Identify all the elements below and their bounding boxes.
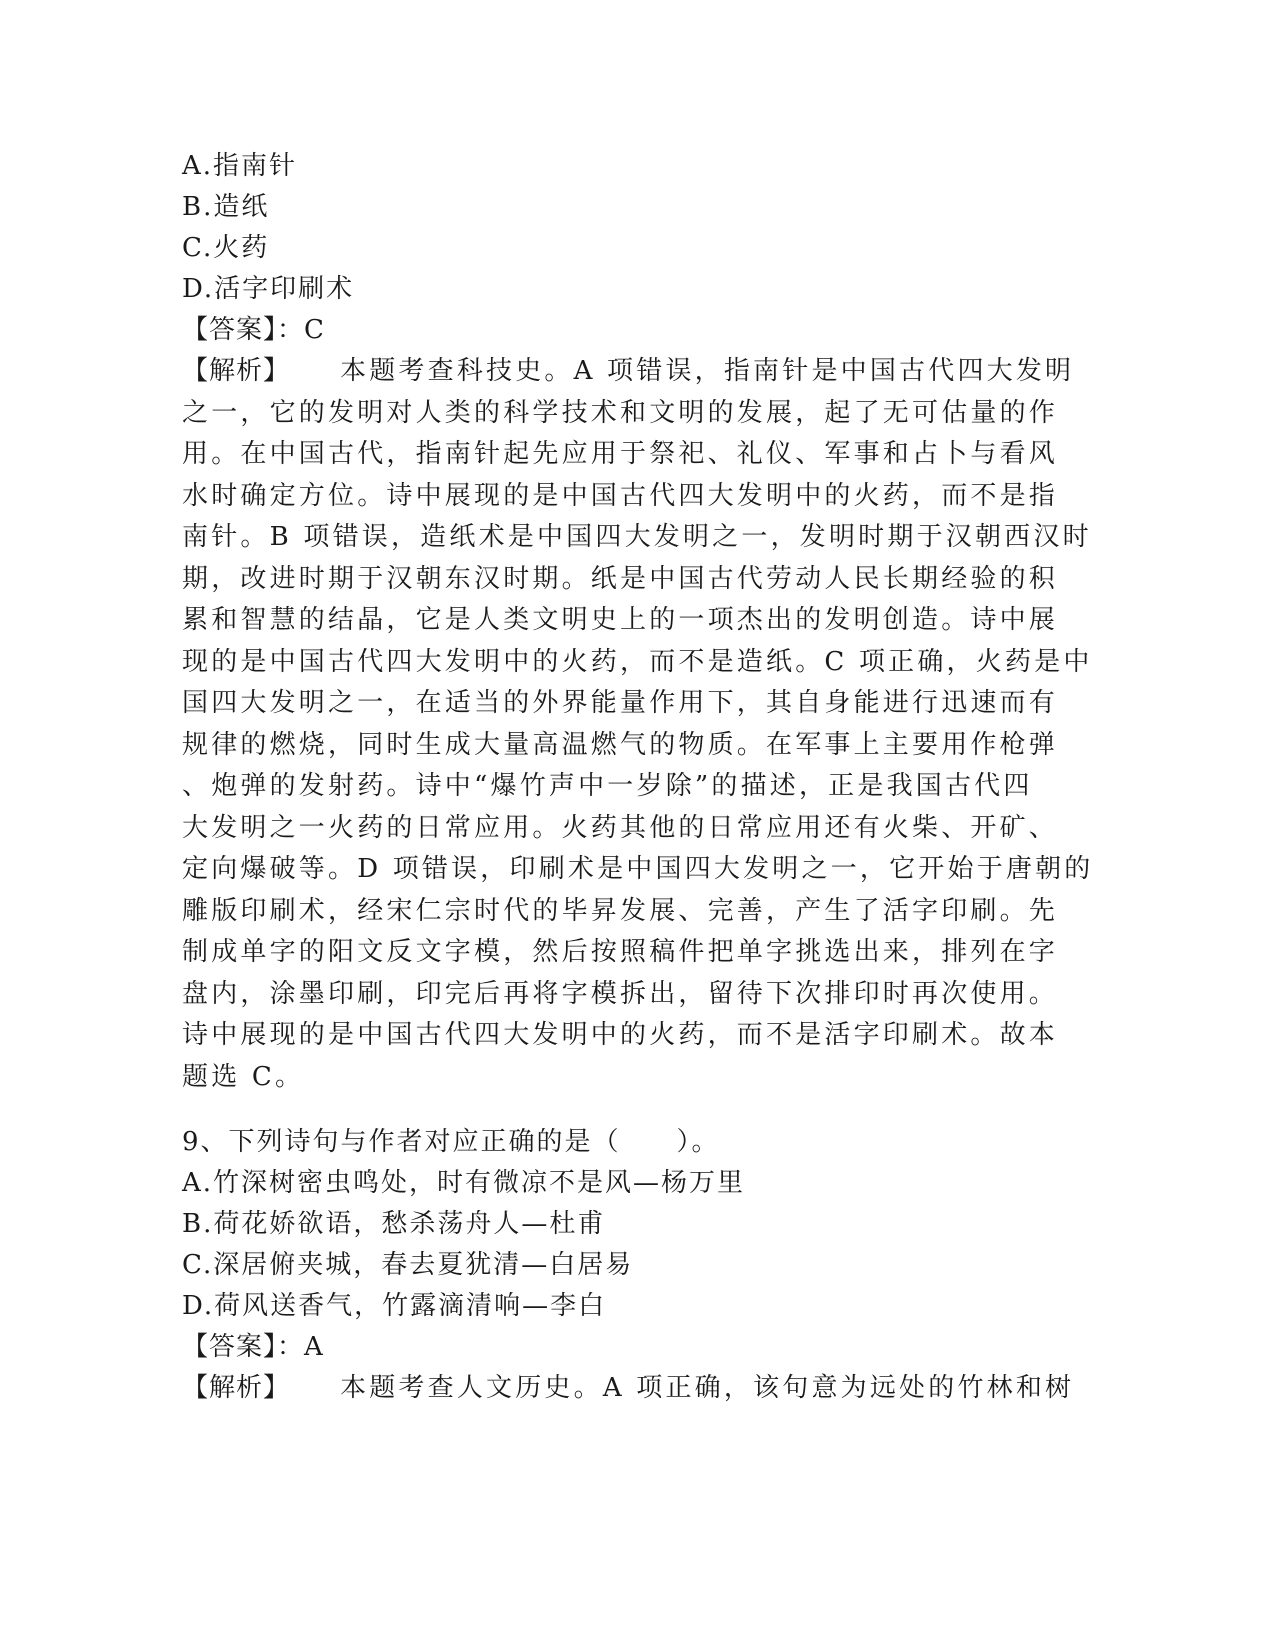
q8-analysis-line: 期，改进时期于汉朝东汉时期。纸是中国古代劳动人民长期经验的积 [182, 563, 1059, 594]
q9-answer: 【答案】：A [182, 1332, 324, 1362]
q8-analysis-line: 题选 C。 [182, 1061, 305, 1092]
q9-analysis-label: 【解析】 [182, 1373, 291, 1403]
q8-analysis-label: 【解析】 [182, 356, 291, 386]
q8-option-a: A.指南针 [182, 151, 298, 181]
q8-analysis-line: 水时确定方位。诗中展现的是中国古代四大发明中的火药，而不是指 [182, 480, 1059, 511]
q8-analysis-line: 现的是中国古代四大发明中的火药，而不是造纸。C 项正确，火药是中 [182, 646, 1093, 677]
q8-analysis-line: 诗中展现的是中国古代四大发明中的火药，而不是活字印刷术。故本 [182, 1020, 1059, 1050]
q9-options [182, 1163, 1082, 1327]
q9-option-c: C.深居俯夹城，春去夏犹清—白居易 [182, 1250, 634, 1280]
section-gap [182, 1098, 1082, 1122]
q9-option-a: A.竹深树密虫鸣处，时有微凉不是风—杨万里 [182, 1168, 746, 1198]
q9-analysis-line-1 [182, 1368, 1082, 1410]
q8-analysis-line: 大发明之一火药的日常应用。火药其他的日常应用还有火柴、开矿、 [182, 812, 1059, 843]
q8-analysis-line: 之一，它的发明对人类的科学技术和文明的发展，起了无可估量的作 [182, 397, 1059, 428]
q8-analysis-line-1 [182, 351, 1082, 393]
q8-analysis-line: 雕版印刷术，经宋仁宗时代的毕昇发展、完善，产生了活字印刷。先 [182, 895, 1059, 926]
q8-analysis-text: 本题考查科技史。A 项错误，指南针是中国古代四大发明 [340, 356, 1075, 386]
q8-analysis-line: 规律的燃烧，同时生成大量高温燃气的物质。在军事上主要用作枪弹 [182, 729, 1059, 760]
q9-question: 9、下列诗句与作者对应正确的是（ ）。 [182, 1127, 720, 1157]
q8-option-b: B.造纸 [182, 192, 270, 222]
q8-analysis-line: 定向爆破等。D 项错误，印刷术是中国四大发明之一，它开始于唐朝的 [182, 854, 1094, 884]
q8-analysis-line: 用。在中国古代，指南针起先应用于祭祀、礼仪、军事和占卜与看风 [182, 439, 1059, 469]
q8-options [182, 146, 1082, 310]
q8-analysis-line: 累和智慧的结晶，它是人类文明史上的一项杰出的发明创造。诗中展 [182, 605, 1059, 635]
q8-option-d: D.活字印刷术 [182, 274, 355, 304]
q9-option-b: B.荷花娇欲语，愁杀荡舟人—杜甫 [182, 1209, 606, 1239]
q8-analysis [182, 351, 1094, 1098]
q8-analysis-line: 国四大发明之一，在适当的外界能量作用下，其自身能进行迅速而有 [182, 688, 1059, 718]
document-page [182, 146, 1094, 1410]
q9-analysis-text: 本题考查人文历史。A 项正确，该句意为远处的竹林和树 [340, 1373, 1075, 1403]
q8-answer: 【答案】：C [182, 315, 325, 345]
q8-analysis-line: 南针。B 项错误，造纸术是中国四大发明之一，发明时期于汉朝西汉时 [182, 522, 1092, 552]
q8-analysis-line: 制成单字的阳文反文字模，然后按照稿件把单字挑选出来，排列在字 [182, 937, 1059, 967]
q8-option-c: C.火药 [182, 233, 270, 263]
q8-analysis-line: 盘内，涂墨印刷，印完后再将字模拆出，留待下次排印时再次使用。 [182, 978, 1059, 1009]
q8-analysis-line: 、炮弹的发射药。诗中“爆竹声中一岁除”的描述，正是我国古代四 [182, 771, 1033, 801]
q9-option-d: D.荷风送香气，竹露滴清响—李白 [182, 1291, 607, 1321]
